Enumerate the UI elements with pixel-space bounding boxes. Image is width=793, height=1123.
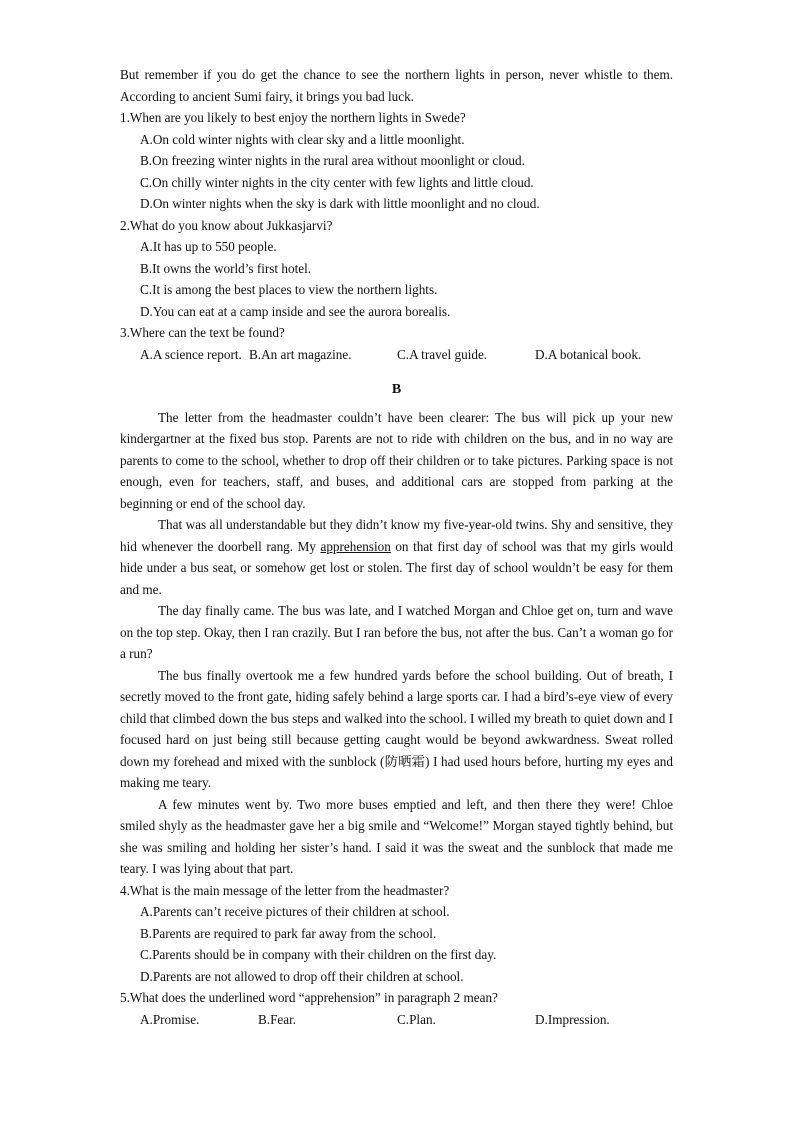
question-5-option-a: A.Promise. (140, 1011, 200, 1027)
paragraph-2-start: That was all understandable but they didn’t know my five-year-old twins. Shy and sensitive, they hid whenever the doorbell rang. My (120, 517, 673, 554)
passage-paragraph-2 (120, 514, 673, 600)
passage-paragraph-3: The day finally came. The bus was late, and I watched Morgan and Chloe get on, turn and wave on the top step. Okay, then I ran crazily. But I ran before the bus, not after the bus. Can’t a woman go for a run? (120, 603, 673, 661)
question-4: 4.What is the main message of the letter from the headmaster? (120, 882, 450, 898)
paragraph-2-end: on that first day of school was that my girls would hide under a bus seat, or somehow get lost or stolen. The first day of school wouldn’t be easy for them and me. (120, 538, 673, 597)
passage-paragraph-4: The bus finally overtook me a few hundred yards before the school building. Out of breath, I secretly moved to the front gate, hiding safely behind a large sports car. I had a bird’s-eye view of every child that climbed down the bus steps and walked into the school. I willed my breath to quiet down and I focused hard on just being still because getting caught would be beyond awkwardness. Sweat rolled down my forehead and mixed with the sunblock (防晒霜) I had used hours before, hurting my eyes and making me teary. (120, 667, 673, 790)
question-5-options (120, 1009, 673, 1031)
question-5-option-b: B.Fear. (258, 1011, 297, 1027)
question-1-option-c: C.On chilly winter nights in the city center with few lights and little cloud. (140, 174, 534, 190)
question-2-option-b: B.It owns the world’s first hotel. (140, 260, 312, 276)
question-5: 5.What does the underlined word “apprehension” in paragraph 2 mean? (120, 990, 498, 1005)
question-1-option-a: A.On cold winter nights with clear sky and a little moonlight. (140, 131, 465, 147)
passage-paragraph-1: The letter from the headmaster couldn’t have been clearer: The bus will pick up your new kindergartner at the fixed bus stop. Parents are not to ride with children on the bus, and in no way are parents to come to the school, whether to drop off their children or to take pictures. Parking space is not enough, even for teachers, staff, and buses, and additional cars are stopped from parking at the beginning or end of the school day. (120, 409, 673, 511)
question-2-option-a: A.It has up to 550 people. (140, 239, 277, 254)
question-4-option-c: C.Parents should be in company with their children on the first day. (140, 947, 497, 962)
question-3-option-a: A.A science report. (140, 346, 242, 362)
underlined-word-apprehension: apprehension (320, 538, 391, 554)
question-4-option-a: A.Parents can’t receive pictures of their children at school. (140, 904, 450, 919)
question-3: 3.Where can the text be found? (120, 325, 285, 340)
intro-paragraph: But remember if you do get the chance to see the northern lights in person, never whistle to them. According to ancient Sumi fairy, it brings you bad luck. (120, 67, 673, 104)
question-1-option-b: B.On freezing winter nights in the rural area without moonlight or cloud. (140, 153, 525, 168)
question-5-option-c: C.Plan. (397, 1011, 436, 1027)
question-1-option-d: D.On winter nights when the sky is dark with little moonlight and no cloud. (140, 196, 540, 211)
question-2: 2.What do you know about Jukkasjarvi? (120, 217, 333, 233)
question-1: 1.When are you likely to best enjoy the northern lights in Swede? (120, 110, 466, 125)
document-content (120, 64, 673, 1030)
question-3-options (120, 344, 673, 366)
question-2-option-c: C.It is among the best places to view the northern lights. (140, 282, 438, 297)
question-2-option-d: D.You can eat at a camp inside and see the aurora borealis. (140, 303, 451, 319)
question-3-option-c: C.A travel guide. (397, 346, 488, 362)
question-3-option-d: D.A botanical book. (535, 346, 642, 362)
question-4-option-d: D.Parents are not allowed to drop off their children at school. (140, 968, 464, 984)
passage-paragraph-5: A few minutes went by. Two more buses emptied and left, and then there they were! Chloe smiled shyly as the headmaster gave her a big smile and “Welcome!” Morgan stayed tightly behind, but she was smiling and holding her sister’s hand. I said it was the sweat and the sunblock that made me teary. I was lying about that part. (120, 796, 673, 876)
question-3-option-b: B.An art magazine. (249, 346, 352, 362)
section-b-heading: B (391, 382, 402, 397)
question-4-option-b: B.Parents are required to park far away from the school. (140, 925, 437, 941)
question-5-option-d: D.Impression. (535, 1011, 610, 1027)
